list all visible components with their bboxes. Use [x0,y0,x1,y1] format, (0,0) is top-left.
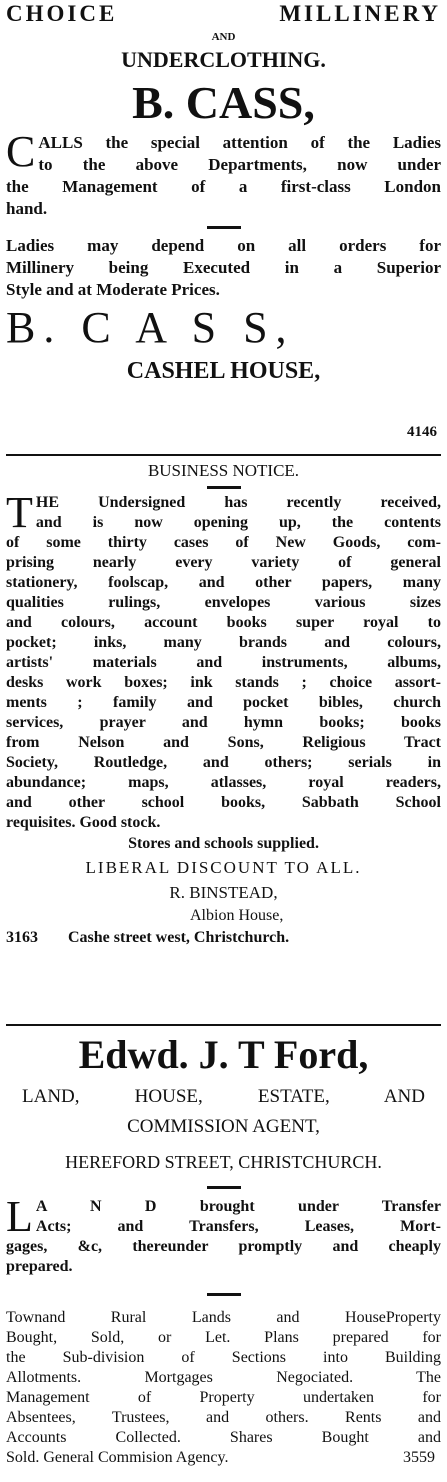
binstead-ref-number: 3163 [6,929,38,946]
text-line: ALLS the special attention of the Ladies [38,133,441,152]
ford-advertisement [0,1028,447,1482]
ford-street: HEREFORD STREET, CHRISTCHURCH. [65,1152,382,1172]
text-line: Allotments. Mortgages Negociated. The [6,1369,441,1386]
text-line: desks work boxes; ink stands ; choice assort- [6,674,441,691]
text-line: Sold. General Commision Agency. [6,1449,229,1466]
cass-paragraph-1 [0,127,447,220]
text-line: Townand Rural Lands and HouseProperty [6,1309,441,1326]
short-divider [207,226,241,229]
short-divider [207,1186,241,1189]
text-line: Millinery being Executed in a Superior [6,258,441,277]
ford-title-line-1: LAND, HOUSE, ESTATE, AND [22,1086,425,1107]
ford-footer-line [0,1448,447,1468]
text-line: Bought, Sold, or Let. Plans prepared for [6,1329,441,1346]
text-line: Style and at Moderate Prices. [6,280,220,299]
text-line: services, prayer and hymn books; books [6,714,441,731]
text-line: and colours, account books super royal to [6,614,441,631]
text-line: prepared. [6,1258,73,1275]
binstead-supply-line: Stores and schools supplied. [128,835,319,852]
text-line: pocket; inks, many brands and colours, [6,634,441,651]
text-line: Ladies may depend on all orders for [6,236,441,255]
advert-divider-rule [6,1024,441,1026]
cass-heading-underclothing: UNDERCLOTHING. [121,47,326,72]
text-line: artists' materials and instruments, albums, [6,654,441,671]
binstead-discount-line: LIBERAL DISCOUNT TO ALL. [85,858,362,877]
short-divider [207,1293,241,1296]
text-line: to the above Departments, now under [38,155,441,174]
text-line: Society, Routledge, and others; serials in [6,754,441,771]
cass-heading-choice-millinery: CHOICE MILLINERY [6,1,441,26]
text-line: of some thirty cases of New Goods, com- [6,534,441,551]
binstead-drop-cap: T [6,488,33,537]
text-line: hand. [6,199,48,218]
text-line: Absentees, Trustees, and others. Rents and [6,1409,441,1426]
cass-name-large: B. C A S S, [6,303,295,352]
binstead-body [0,488,447,833]
text-line: and other school books, Sabbath School [6,794,441,811]
text-line: the Management of a first-class London [6,177,441,196]
cass-advertisement [0,0,447,454]
text-line: requisites. Good stock. [6,814,161,831]
text-line: Acts; and Transfers, Leases, Mort- [35,1218,441,1235]
ford-drop-cap: L [6,1192,33,1241]
binstead-heading: BUSINESS NOTICE. [147,461,300,480]
cass-name: B. CASS, [132,77,315,128]
binstead-advertisement [0,456,447,1024]
ford-name: Edwd. J. T Ford, [78,1032,369,1077]
text-line: stationery, foolscap, and other papers, many [6,574,441,591]
cass-drop-cap: C [6,127,36,176]
text-line: ments ; family and pocket bibles, church [6,694,441,711]
binstead-footer-line [0,927,447,949]
binstead-house: Albion House, [190,907,284,924]
text-line: the Sub-division of Sections into Building [6,1349,441,1366]
short-divider [207,486,241,489]
text-line: HE Undersigned has recently received, [35,494,441,511]
text-line: Accounts Collected. Shares Bought and [6,1429,441,1446]
text-line: qualities rulings, envelopes various sizes [6,594,441,611]
cass-address: CASHEL HOUSE, [126,358,321,384]
text-line: A N D brought under Transfer [35,1198,441,1215]
text-line: and is now opening up, the contents [35,514,441,531]
text-line: Management of Property undertaken for [6,1389,441,1406]
ford-paragraph-1 [0,1192,447,1277]
binstead-signatory: R. BINSTEAD, [169,883,278,902]
text-line: from Nelson and Sons, Religious Tract [6,734,441,751]
text-line: prising nearly every variety of general [6,554,441,571]
text-line: gages, &c, thereunder promptly and cheaply [6,1238,441,1255]
cass-ref-number: 4146 [407,424,437,440]
ford-title-line-2: COMMISSION AGENT, [127,1116,320,1137]
text-line: abundance; maps, atlasses, royal readers, [6,774,441,791]
cass-heading-and: AND [211,31,236,43]
binstead-street: Cashe street west, Christchurch. [68,929,290,946]
ford-ref-number: 3559 [403,1449,435,1466]
